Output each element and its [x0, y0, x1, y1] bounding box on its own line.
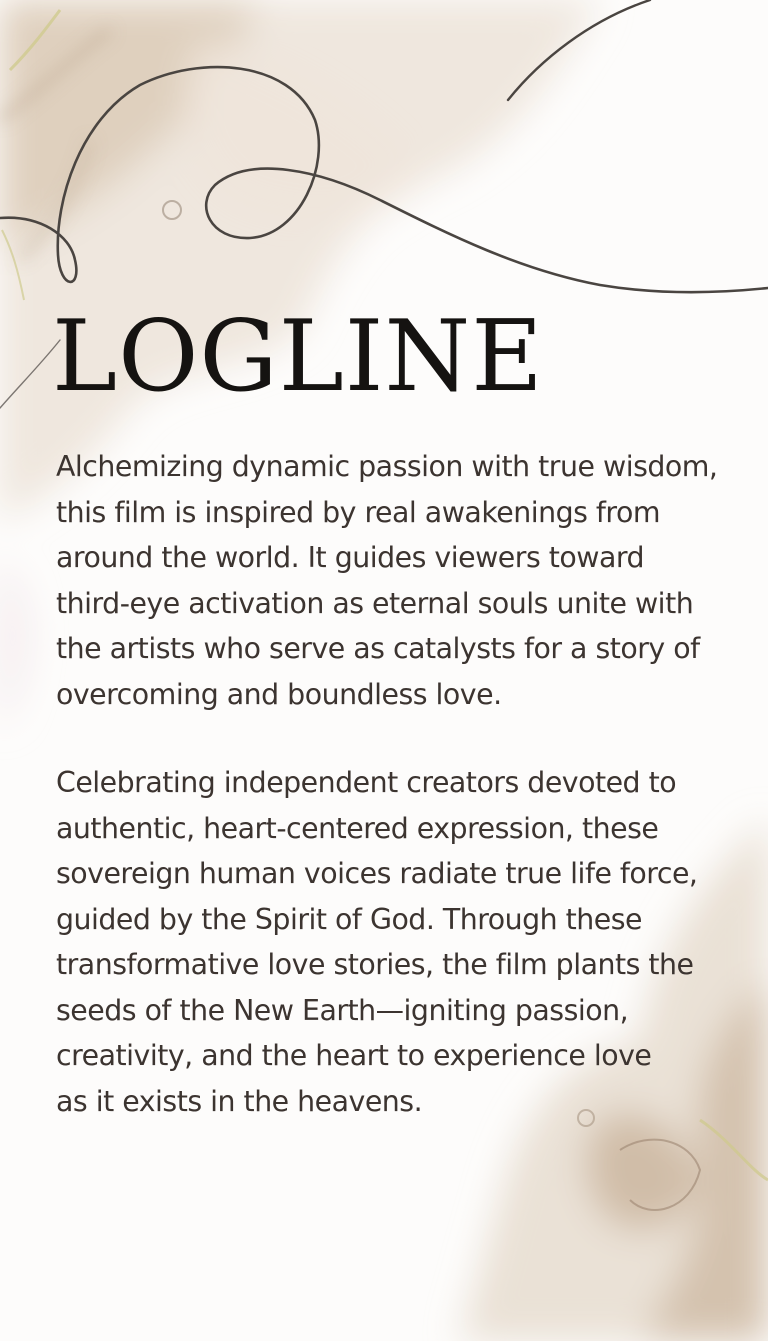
text-line: Celebrating independent creators devoted to — [56, 766, 677, 799]
text-line: seeds of the New Earth—igniting passion, — [56, 993, 629, 1027]
text-line: transformative love stories, the film plants the — [56, 948, 694, 981]
text-line: as it exists in the heavens. — [56, 1084, 423, 1118]
logline-paragraph-1 — [56, 444, 746, 717]
text-line: overcoming and boundless love. — [56, 677, 502, 711]
text-line: authentic, heart-centered expression, these — [56, 811, 659, 845]
text-line: third-eye activation as eternal souls unite with — [56, 586, 694, 620]
text-line: Alchemizing dynamic passion with true wisdom, — [56, 450, 718, 483]
page-title: LOGLINE — [52, 300, 544, 414]
text-line: creativity, and the heart to experience love — [56, 1039, 652, 1072]
text-line: this film is inspired by real awakenings from — [56, 495, 660, 529]
text-line: the artists who serve as catalysts for a story of — [56, 632, 700, 665]
text-line: sovereign human voices radiate true life force, — [56, 857, 698, 890]
logline-paragraph-2 — [56, 760, 746, 1124]
text-line: around the world. It guides viewers toward — [56, 541, 645, 574]
text-line: guided by the Spirit of God. Through these — [56, 902, 643, 936]
